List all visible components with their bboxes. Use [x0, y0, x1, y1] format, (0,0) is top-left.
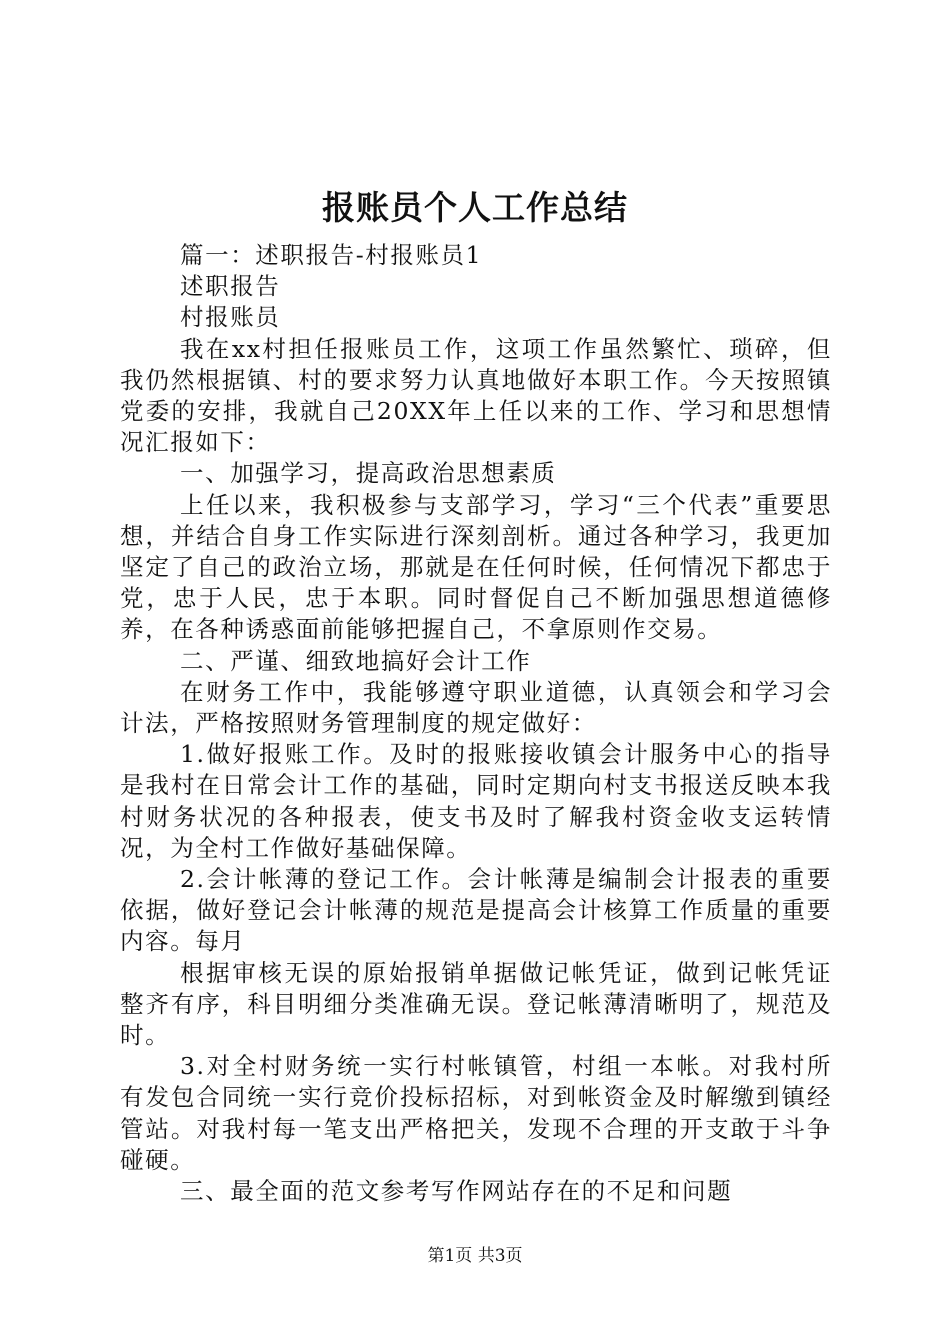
document-title: 报账员个人工作总结: [322, 188, 628, 227]
section-heading-one: 一、加强学习，提高政治思想素质: [180, 459, 557, 488]
section-heading-three: 三、最全面的范文参考写作网站存在的不足和问题: [180, 1177, 733, 1206]
paragraph-role-label: 村报账员: [180, 303, 281, 332]
paragraph-heading-part-one: 篇一：述职报告-村报账员1: [180, 241, 483, 269]
section-heading-two: 二、严谨、细致地搞好会计工作: [180, 646, 532, 675]
document-body: [120, 240, 832, 1207]
paragraph-intro: 我在xx村担任报账员工作，这项工作虽然繁忙、琐碎，但我仍然根据镇、村的要求努力认真地做好本职工作。今天按照镇党委的安排，我就自己20XX年上任以来的工作、学习和思想情况汇报如下：: [120, 334, 832, 457]
paragraph-item-one: 1.做好报账工作。及时的报账接收镇会计服务中心的指导是我村在日常会计工作的基础，同时定期向村支书报送反映本我村财务状况的各种报表，使支书及时了解我村资金收支运转情况，为全村工作做好基础保障。: [120, 740, 832, 862]
paragraph-item-two-continued: 根据审核无误的原始报销单据做记帐凭证，做到记帐凭证整齐有序，科目明细分类准确无误。登记帐薄清晰明了，规范及时。: [120, 958, 832, 1050]
paragraph-report-label: 述职报告: [180, 272, 281, 301]
paragraph-item-three: 3.对全村财务统一实行村帐镇管，村组一本帐。对我村所有发包合同统一实行竞价投标招标，对到帐资金及时解缴到镇经管站。对我村每一笔支出严格把关，发现不合理的开支敢于斗争碰硬。: [120, 1052, 832, 1174]
paragraph-study: 上任以来，我积极参与支部学习，学习“三个代表”重要思想，并结合自身工作实际进行深刻剖析。通过各种学习，我更加坚定了自己的政治立场，那就是在任何时候，任何情况下都忠于党，忠于人民，忠于本职。同时督促自己不断加强思想道德修养，在各种诱惑面前能够把握自己，不拿原则作交易。: [120, 490, 832, 644]
paragraph-item-two: 2.会计帐薄的登记工作。会计帐薄是编制会计报表的重要依据，做好登记会计帐薄的规范是提高会计核算工作质量的重要内容。每月: [120, 865, 832, 956]
paragraph-finance-work: 在财务工作中，我能够遵守职业道德，认真领会和学习会计法，严格按照财务管理制度的规定做好：: [120, 677, 832, 738]
page-number-footer: 第1页 共3页: [427, 1246, 523, 1266]
